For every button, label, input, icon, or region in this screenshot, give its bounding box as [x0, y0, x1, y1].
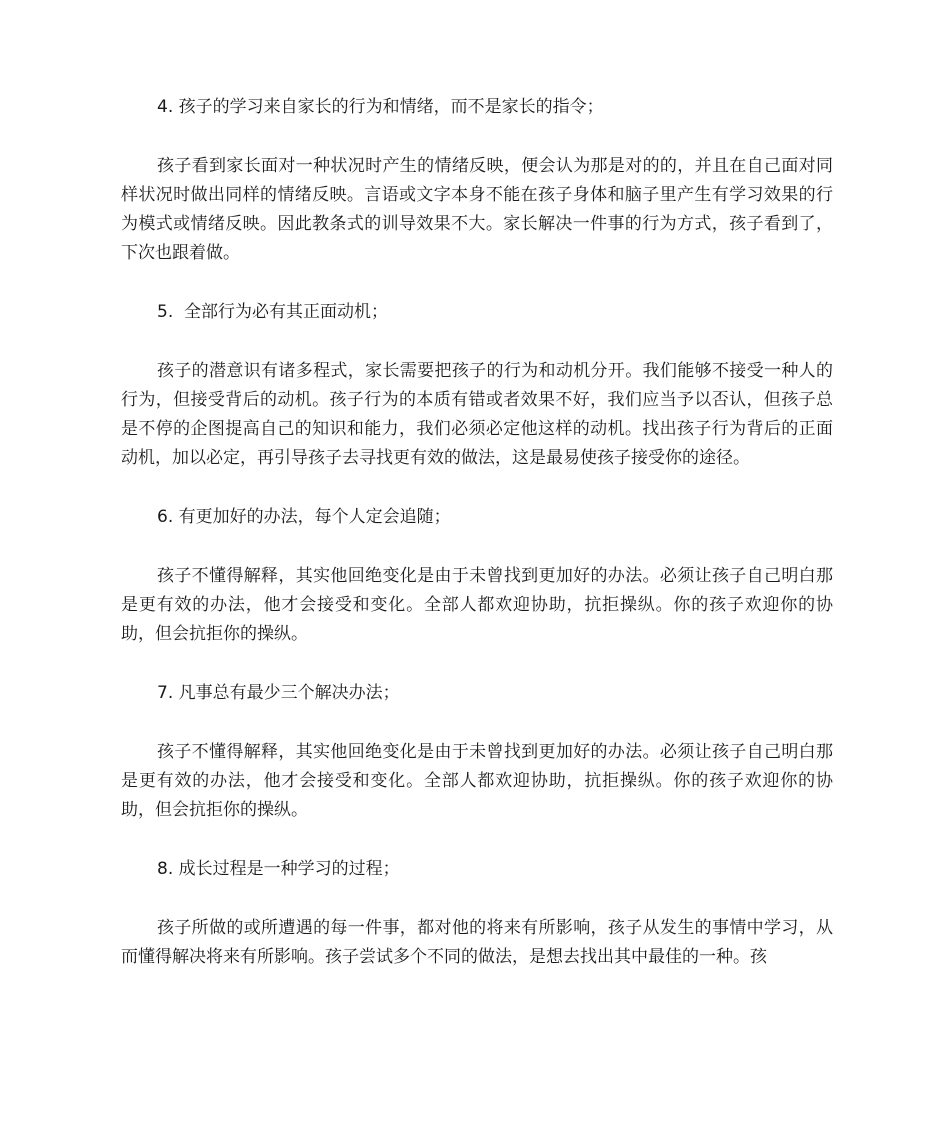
spacer — [121, 649, 833, 679]
section-body-5: 孩子的潜意识有诸多程式，家长需要把孩子的行为和动机分开。我们能够不接受一种人的行为，但接受背后的动机。孩子行为的本质有错或者效果不好，我们应当予以否认，但孩子总是不停的企图提高自己的知识和能力，我们必须必定他这样的动机。找出孩子行为背后的正面动机，加以必定，再引导孩子去寻找更有效的做法，这是最易使孩子接受你的途径。 — [121, 361, 833, 468]
document-page — [121, 93, 833, 972]
section-heading-7: 7. 凡事总有最少三个解决办法； — [157, 683, 400, 703]
spacer — [121, 473, 833, 503]
spacer — [121, 532, 833, 562]
section-heading-5: 5. 全部行为必有其正面动机； — [157, 302, 389, 322]
section-heading-8: 8. 成长过程是一种学习的过程； — [157, 859, 400, 879]
spacer — [121, 825, 833, 855]
spacer — [121, 708, 833, 738]
section-body-6: 孩子不懂得解释，其实他回绝变化是由于未曾找到更加好的办法。必须让孩子自己明白那是更有效的办法，他才会接受和变化。全部人都欢迎协助，抗拒操纵。你的孩子欢迎你的协助，但会抗拒你的操纵。 — [121, 566, 833, 644]
spacer — [121, 884, 833, 914]
section-heading-4: 4. 孩子的学习来自家长的行为和情绪，而不是家长的指令； — [157, 97, 604, 117]
section-body-4: 孩子看到家长面对一种状况时产生的情绪反映，便会认为那是对的的，并且在自己面对同样状况时做出同样的情绪反映。言语或文字本身不能在孩子身体和脑子里产生有学习效果的行为模式或情绪反映。因此教条式的训导效果不大。家长解决一件事的行为方式，孩子看到了，下次也跟着做。 — [121, 156, 833, 263]
section-body-7: 孩子不懂得解释，其实他回绝变化是由于未曾找到更加好的办法。必须让孩子自己明白那是更有效的办法，他才会接受和变化。全部人都欢迎协助，抗拒操纵。你的孩子欢迎你的协助，但会抗拒你的操纵。 — [121, 742, 833, 820]
spacer — [121, 327, 833, 357]
section-body-8: 孩子所做的或所遭遇的每一件事，都对他的将来有所影响，孩子从发生的事情中学习，从而懂得解决将来有所影响。孩子尝试多个不同的做法，是想去找出其中最佳的一种。孩 — [121, 918, 833, 967]
section-heading-6: 6. 有更加好的办法，每个人定会追随； — [157, 507, 451, 527]
spacer — [121, 122, 833, 152]
spacer — [121, 268, 833, 298]
